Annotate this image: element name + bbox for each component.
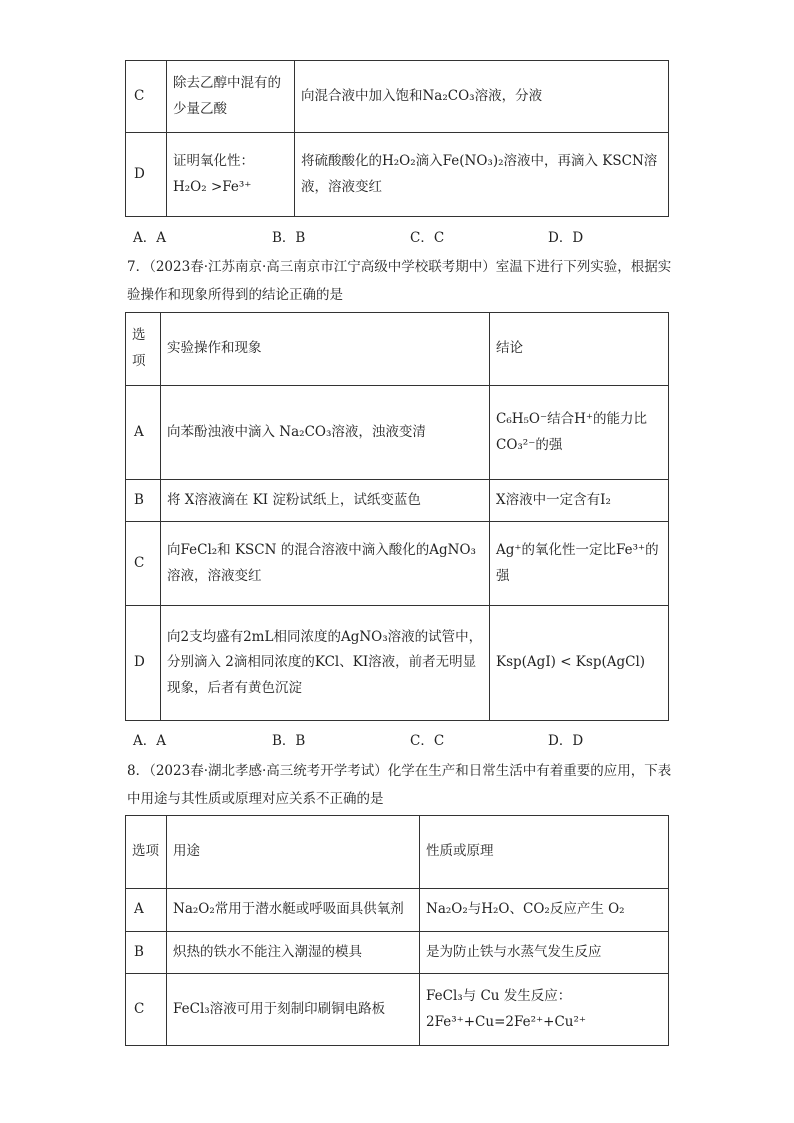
option-key: B (126, 480, 161, 522)
principle-cell: Na₂O₂与H₂O、CO₂反应产生 O₂ (420, 889, 669, 932)
principle-cell (420, 974, 669, 1046)
header-use: 用途 (167, 816, 420, 889)
header-option: 选项 (126, 816, 167, 889)
table-row (126, 386, 669, 480)
table-row (126, 133, 669, 217)
use-cell: 炽热的铁水不能注入潮湿的模具 (167, 932, 420, 974)
q6-table (125, 60, 669, 217)
conclusion-cell: Ag⁺的氧化性一定比Fe³⁺的强 (490, 522, 669, 606)
option-key: C (126, 974, 167, 1046)
conclusion-cell: C₆H₅O⁻结合H⁺的能力比CO₃²⁻的强 (490, 386, 669, 480)
method-cell: 向混合液中加入饱和Na₂CO₃溶液，分液 (295, 61, 669, 133)
choice-b[interactable]: B．B (272, 230, 306, 246)
purpose-cell: 除去乙醇中混有的少量乙酸 (167, 61, 295, 133)
header-operation: 实验操作和现象 (161, 313, 490, 386)
table-row (126, 974, 669, 1046)
header-conclusion: 结论 (490, 313, 669, 386)
option-key: A (126, 889, 167, 932)
choice-c[interactable]: C．C (410, 733, 445, 749)
option-key: D (126, 606, 161, 721)
option-key: A (126, 386, 161, 480)
principle-line: FeCl₃与 Cu 发生反应： (426, 987, 572, 1004)
purpose-line: 证明氧化性： (173, 152, 254, 169)
use-cell: Na₂O₂常用于潜水艇或呼吸面具供氧剂 (167, 889, 420, 932)
question-7: 7．（2023春·江苏南京·高三南京市江宁高级中学校联考期中）室温下进行下列实验，根据实验操作和现象所得到的结论正确的是 (127, 259, 672, 303)
q8-table (125, 815, 669, 1046)
choice-d[interactable]: D．D (548, 230, 584, 246)
choice-a[interactable]: A．A (133, 733, 166, 749)
option-key: B (126, 932, 167, 974)
choice-b[interactable]: B．B (272, 733, 306, 749)
table-row (126, 522, 669, 606)
q7-table (125, 312, 669, 721)
use-cell: FeCl₃溶液可用于刻制印刷铜电路板 (167, 974, 420, 1046)
conclusion-cell: X溶液中一定含有I₂ (490, 480, 669, 522)
operation-cell: 向FeCl₂和 KSCN 的混合溶液中滴入酸化的AgNO₃溶液，溶液变红 (161, 522, 490, 606)
table-row (126, 606, 669, 721)
option-key: C (126, 522, 161, 606)
choice-d[interactable]: D．D (548, 733, 584, 749)
table-row (126, 932, 669, 974)
operation-cell: 向2支均盛有2mL相同浓度的AgNO₃溶液的试管中，分别滴入 2滴相同浓度的KCl、KI溶液，前者无明显现象，后者有黄色沉淀 (161, 606, 490, 721)
table-row (126, 889, 669, 932)
table-header-row (126, 816, 669, 889)
conclusion-cell: Ksp(AgI) < Ksp(AgCl) (490, 606, 669, 721)
purpose-cell (167, 133, 295, 217)
operation-cell: 将 X溶液滴在 KI 淀粉试纸上，试纸变蓝色 (161, 480, 490, 522)
table-row (126, 480, 669, 522)
option-key: D (126, 133, 167, 217)
choice-a[interactable]: A．A (133, 230, 166, 246)
operation-cell: 向苯酚浊液中滴入 Na₂CO₃溶液，浊液变清 (161, 386, 490, 480)
header-principle: 性质或原理 (420, 816, 669, 889)
purpose-line: H₂O₂ >Fe³⁺ (173, 178, 252, 195)
question-8: 8．（2023春·湖北孝感·高三统考开学考试）化学在生产和日常生活中有着重要的应用，下表中用途与其性质或原理对应关系不正确的是 (127, 763, 672, 807)
table-header-row (126, 313, 669, 386)
header-option: 选项 (126, 313, 161, 386)
table-row (126, 61, 669, 133)
method-cell: 将硫酸酸化的H₂O₂滴入Fe(NO₃)₂溶液中，再滴入 KSCN溶液，溶液变红 (295, 133, 669, 217)
option-key: C (126, 61, 167, 133)
principle-line: 2Fe³⁺+Cu=2Fe²⁺+Cu²⁺ (426, 1013, 587, 1030)
principle-cell: 是为防止铁与水蒸气发生反应 (420, 932, 669, 974)
choice-c[interactable]: C．C (410, 230, 445, 246)
